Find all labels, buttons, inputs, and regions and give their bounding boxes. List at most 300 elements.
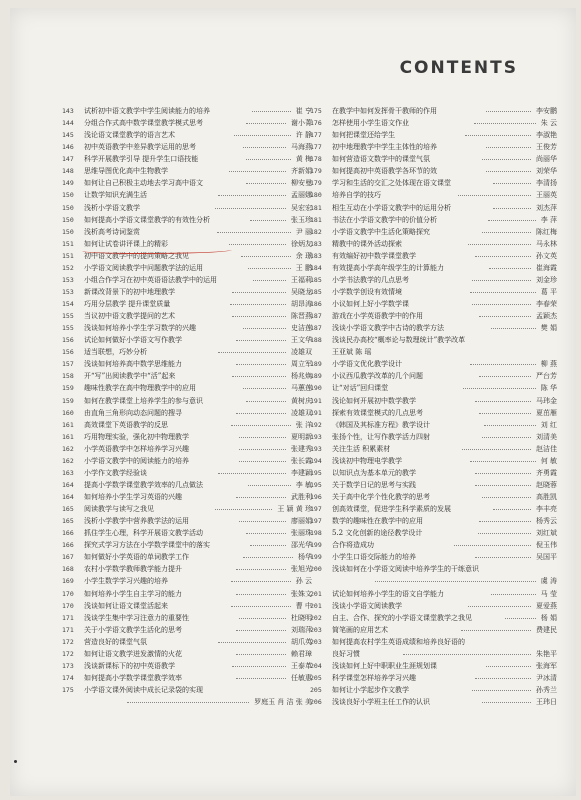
toc-article-title: 浅论语文课堂教学的语言艺术 (84, 131, 175, 140)
toc-leader-dots (470, 363, 535, 365)
toc-article-title: 让数学知识充满生活 (84, 191, 147, 200)
toc-author: 费建民 (536, 625, 557, 634)
toc-page-number: 200 (310, 565, 322, 574)
toc-entry (310, 214, 557, 226)
toc-article-title: 浅谈如何在小学语文阅读中培养学生的干练意识 (332, 565, 479, 574)
toc-entry (62, 370, 312, 382)
toc-entry (310, 250, 557, 262)
toc-leader-dots (486, 170, 532, 172)
toc-entry (310, 467, 557, 479)
toc-author: 李 萍 (540, 215, 557, 224)
toc-leader-dots (493, 182, 532, 184)
toc-author: 王泰革 (291, 661, 312, 670)
toc-author: 吴国平 (536, 553, 557, 562)
toc-entry (310, 419, 557, 431)
toc-leader-dots (488, 219, 536, 221)
toc-page-number: 162 (62, 444, 74, 453)
toc-author: 朱 云 (540, 119, 557, 128)
toc-leader-dots (243, 327, 287, 329)
toc-entry (62, 443, 312, 455)
toc-author: 葛 平 (540, 287, 557, 296)
toc-article-title: 关于数学日记的思考与实践 (332, 480, 416, 489)
toc-page-number: 155 (62, 324, 74, 333)
toc-article-title: 如何做好小学英语的单词教学工作 (84, 553, 189, 562)
toc-author: 孟颖杰 (536, 312, 557, 321)
toc-page-number: 172 (62, 637, 74, 646)
toc-article-title: 科学开展教学引导 提升学生口语技能 (84, 155, 199, 164)
toc-entry (62, 431, 312, 443)
toc-article-title: 《韩国及其标准方程》教学设计 (332, 420, 430, 429)
toc-page-number: 145 (62, 131, 74, 140)
toc-leader-dots (472, 689, 532, 691)
toc-author: 凌雄双 (291, 408, 312, 417)
toc-page-number: 177 (310, 131, 322, 140)
toc-author: 廖丽娟 (291, 517, 312, 526)
toc-author: 夏明新 (291, 432, 312, 441)
toc-entry (310, 382, 557, 394)
toc-leader-dots (252, 110, 291, 112)
toc-article-title: 小学语文课外阅读中成长记录袋的实现 (84, 686, 203, 694)
toc-page-number: 171 (62, 625, 74, 634)
toc-entry (62, 153, 312, 165)
toc-author: 马 莹 (540, 589, 557, 598)
toc-article-title: 如何培养小学生自主学习的能力 (84, 589, 182, 598)
toc-page-number: 165 (62, 517, 74, 526)
toc-author: 周立军 (291, 360, 312, 369)
toc-entry (62, 563, 312, 575)
toc-leader-dots (250, 544, 287, 546)
toc-page-number: 155 (62, 312, 74, 321)
toc-page-number: 187 (310, 312, 322, 321)
toc-article-title: 关于高中化学个性化教学的思考 (332, 493, 430, 501)
toc-leader-dots (454, 544, 531, 546)
toc-article-title: 数学的趣味性在教学中的应用 (332, 517, 423, 526)
toc-entry (310, 491, 557, 503)
toc-leader-dots (472, 303, 532, 305)
toc-page-number: 185 (310, 275, 322, 284)
toc-page-number: 179 (310, 179, 322, 188)
toc-page-number: 205 (310, 673, 322, 682)
toc-page-number: 164 (62, 480, 74, 489)
toc-page-number: 166 (62, 541, 74, 550)
toc-page-number: 150 (62, 203, 74, 212)
toc-article-title: 巧用物理实验，强化初中物理教学 (84, 432, 189, 441)
toc-leader-dots (236, 363, 287, 365)
toc-author: 王玮日 (536, 698, 557, 707)
toc-entry (310, 539, 557, 551)
toc-entry (62, 503, 312, 515)
toc-entry (62, 117, 312, 129)
toc-entry (62, 202, 312, 214)
toc-page-number: 193 (310, 432, 322, 441)
toc-leader-dots (232, 375, 286, 377)
toc-entry (62, 262, 312, 274)
toc-article-title: 趣味性教学在高中物理教学中的应用 (84, 384, 196, 393)
toc-page-number: 164 (62, 493, 74, 501)
toc-entry (62, 660, 312, 672)
toc-article-title: 如何在教学课堂上培养学生的参与意识 (84, 396, 203, 405)
toc-article-title: 张扬个性，让写作教学活力四射 (332, 432, 430, 441)
toc-page-number: 144 (62, 119, 74, 128)
toc-leader-dots (231, 424, 291, 426)
toc-article-title: 如何提高初中英语教学各环节的效 (332, 167, 437, 176)
toc-page-number: 153 (62, 287, 74, 296)
toc-page-number: 181 (310, 203, 322, 212)
toc-entry (62, 214, 312, 226)
toc-article-title: 怎样使用小学生语文作业 (332, 119, 409, 128)
toc-article-title: 新课改背景下的初中地理教学 (84, 287, 175, 296)
toc-entry (310, 153, 557, 165)
toc-author: 何 敏 (540, 456, 557, 465)
toc-leader-dots (482, 231, 531, 233)
toc-page-number: 183 (310, 251, 322, 260)
toc-entry (62, 648, 312, 660)
toc-entry (62, 491, 312, 503)
toc-article-title: 良好习惯 (332, 649, 360, 658)
toc-entry (310, 636, 557, 648)
toc-article-title: 小学数学创设有效情境 (332, 287, 402, 296)
toc-entry (62, 395, 312, 407)
toc-entry (310, 141, 557, 153)
toc-article-title: 小组合作学习在初中英语语法教学中的运用 (84, 275, 217, 284)
toc-author: 王文华 (291, 336, 312, 345)
toc-leader-dots (246, 532, 286, 534)
toc-leader-dots (229, 243, 287, 245)
toc-leader-dots (250, 219, 287, 221)
toc-leader-dots (243, 387, 287, 389)
toc-page-number: 150 (62, 191, 74, 200)
toc-author: 李清扬 (536, 179, 557, 188)
toc-page-number: 181 (310, 215, 322, 224)
toc-entry (62, 358, 312, 370)
toc-page-number: 175 (62, 686, 74, 694)
toc-entry (62, 407, 312, 419)
toc-entry (62, 612, 312, 624)
toc-entry (310, 479, 557, 491)
toc-entry (310, 407, 557, 419)
toc-author: 倪玉伟 (536, 541, 557, 550)
toc-article-title: 如何提高农村学生英语成绩和培养良好语的 (332, 637, 465, 646)
toc-leader-dots (232, 291, 286, 293)
toc-article-title: 游戏在小学英语教学中的作用 (332, 312, 423, 321)
toc-author: 刘瑞萍 (291, 625, 312, 634)
toc-author: 曹 中 (295, 601, 312, 610)
toc-article-title: 科学课堂怎样培养学习兴趣 (332, 673, 416, 682)
toc-leader-dots (232, 315, 286, 317)
toc-article-title: 浅论如何开展初中数学教学 (332, 396, 416, 405)
toc-author: 李安鹏 (536, 107, 557, 115)
toc-page-number: 151 (62, 239, 74, 248)
toc-author: 任敏惠 (291, 673, 312, 682)
toc-entry (62, 129, 312, 141)
toc-page-number: 189 (310, 372, 322, 381)
toc-page-number: 158 (62, 372, 74, 381)
toc-article-title: 浅谈初中物理电学教学 (332, 456, 402, 465)
toc-author: 谢小菁 (291, 119, 312, 128)
toc-leader-dots (493, 207, 532, 209)
toc-leader-dots (470, 460, 535, 462)
toc-page-number: 162 (62, 456, 74, 465)
toc-leader-dots (232, 665, 286, 667)
toc-page-number: 185 (310, 287, 322, 296)
toc-author: 陈晋燕 (291, 312, 312, 321)
toc-author: 吴宏宏 (291, 203, 312, 212)
toc-entry (62, 189, 312, 201)
toc-author: 张 洋 (295, 420, 312, 429)
toc-author: 朱艳平 (536, 649, 557, 658)
toc-article-title: 浅谈小学语文教学中古诗的教学方法 (332, 324, 444, 333)
toc-article-title: 试论如何做好小学语文写作教学 (84, 336, 182, 345)
toc-page-number: 187 (310, 324, 322, 333)
toc-leader-dots (243, 556, 294, 558)
toc-leader-dots (484, 424, 535, 426)
toc-author: 柳 燕 (540, 360, 557, 369)
toc-page-number: 201 (310, 601, 322, 610)
toc-author: 刘 红 (540, 420, 557, 429)
toc-entry (310, 274, 557, 286)
toc-author: 杨华 (298, 553, 312, 562)
toc-entry (310, 443, 557, 455)
toc-entry (310, 189, 557, 201)
toc-author: 张建秀 (291, 444, 312, 453)
toc-article-title: 小学生数学学习兴趣的培养 (84, 577, 168, 586)
toc-page-number: 197 (310, 505, 322, 514)
toc-page-number: 179 (310, 167, 322, 176)
toc-leader-dots (462, 448, 531, 450)
toc-entry (310, 515, 557, 527)
toc-leader-dots (218, 472, 286, 474)
toc-author: 严台芳 (536, 372, 557, 381)
toc-leader-dots (239, 448, 286, 450)
toc-leader-dots (458, 194, 532, 196)
toc-page-number: 188 (310, 336, 322, 345)
page-dot (14, 760, 17, 763)
toc-entry (310, 684, 557, 696)
toc-author: 罗庭玉 肖 洁 张 美 (254, 698, 312, 707)
toc-author: 张丽珠 (291, 529, 312, 538)
toc-author: 尹 丽 (295, 227, 312, 236)
toc-article-title: 浅谈如何上好中职职业生涯规划课 (332, 661, 437, 670)
toc-article-title: 培养自学的技巧 (332, 191, 381, 200)
toc-article-title: 如何营造语文数学中的课堂气氛 (332, 155, 430, 164)
toc-author: 崔 亨 (295, 107, 312, 115)
toc-article-title: 合作将造成功 (332, 541, 374, 550)
toc-article-title: 抓住学生心理，科学开展语文教学活动 (84, 529, 203, 538)
toc-author: 杜晓明 (291, 613, 312, 622)
toc-page-number: 197 (310, 517, 322, 526)
toc-article-title: 浅谈学生集中学习注意力的重要性 (84, 613, 189, 622)
toc-article-title: 书法在小学语文教学中的价值分析 (332, 215, 437, 224)
toc-leader-dots (486, 146, 532, 148)
toc-article-title: 初中地理教学中学生主体性的培养 (332, 143, 437, 152)
toc-leader-dots (493, 508, 532, 510)
toc-article-title: 高效课堂下英语教学的反思 (84, 420, 168, 429)
toc-article-title: 思维导图优化高中生物教学 (84, 167, 168, 176)
toc-right-column (310, 105, 557, 708)
toc-author: 刘金珍 (536, 275, 557, 284)
toc-leader-dots (475, 484, 531, 486)
toc-entry (310, 612, 557, 624)
toc-entry (310, 672, 557, 684)
toc-article-title: 巧用分层教学 提升课堂质量 (84, 300, 171, 308)
toc-leader-dots (239, 617, 286, 619)
toc-leader-dots (375, 580, 536, 582)
toc-entry (310, 575, 557, 587)
toc-author: 马玮金 (536, 396, 557, 405)
toc-entry (310, 527, 557, 539)
toc-article-title: 相生互动在小学语文教学中的运用分析 (332, 203, 451, 212)
toc-page-number: 165 (62, 505, 74, 514)
toc-leader-dots (475, 255, 531, 257)
toc-article-title: 小学生口语交际能力的培养 (332, 553, 416, 562)
toc-leader-dots (482, 158, 531, 160)
toc-article-title: 如何让试卷讲评课上的精彩 (84, 239, 168, 248)
toc-entry (62, 600, 312, 612)
toc-author: 凌雄双 (291, 348, 312, 357)
toc-leader-dots (479, 412, 532, 414)
toc-entry (310, 563, 557, 575)
toc-article-title: 试论如何培养小学生的语文自学能力 (332, 589, 444, 598)
toc-page-number: 195 (310, 480, 322, 489)
toc-author: 孙秀兰 (536, 686, 557, 694)
toc-entry (310, 370, 557, 382)
toc-entry (62, 274, 312, 286)
toc-leader-dots (479, 520, 532, 522)
toc-author: 尚丽华 (536, 155, 557, 164)
toc-author: 李淑艳 (536, 131, 557, 140)
toc-author: 陈 华 (540, 384, 557, 393)
toc-left-column (62, 105, 312, 708)
toc-article-title: 浅谈新课标下的初中英语教学 (84, 661, 175, 670)
toc-page-number: 174 (62, 673, 74, 682)
toc-leader-dots (470, 291, 535, 293)
toc-article-title: 关于小学语文教学生活化的思考 (84, 625, 182, 634)
toc-leader-dots (218, 351, 286, 353)
toc-author: 杨秀云 (536, 517, 557, 526)
toc-page-number: 154 (62, 300, 74, 308)
toc-author: 许 静 (295, 131, 312, 140)
toc-entry (310, 177, 557, 189)
toc-page-number: 192 (310, 420, 322, 429)
toc-entry (62, 346, 312, 358)
toc-entry (62, 624, 312, 636)
toc-author: 陈红梅 (536, 227, 557, 236)
toc-article-title: 精教中的课外活动探索 (332, 239, 402, 248)
toc-page-number: 159 (62, 384, 74, 393)
toc-author: 李 敏 (295, 480, 312, 489)
toc-page-number: 152 (62, 263, 74, 272)
toc-entry (62, 539, 312, 551)
toc-author: 王福莉 (291, 275, 312, 284)
toc-article-title: 5.2 文化创新的途径教学设计 (332, 529, 423, 538)
toc-leader-dots (475, 677, 531, 679)
toc-author: 夏茁雁 (536, 408, 557, 417)
toc-leader-dots (127, 701, 249, 703)
toc-page-number: 193 (310, 444, 322, 453)
toc-page-number: 178 (310, 155, 322, 164)
toc-article-title: 当议初中语文教学提问的艺术 (84, 312, 175, 321)
toc-page-number: 202 (310, 613, 322, 622)
toc-leader-dots (236, 496, 287, 498)
toc-page-number: 156 (62, 348, 74, 357)
toc-entry (310, 202, 557, 214)
toc-leader-dots (482, 436, 531, 438)
toc-leader-dots (229, 170, 287, 172)
toc-page-number: 203 (310, 625, 322, 634)
toc-article-title: 由直角三角形向动态问题的搜寻 (84, 408, 182, 417)
toc-entry (62, 696, 312, 708)
toc-page-number: 170 (62, 601, 74, 610)
toc-page-number: 149 (62, 179, 74, 188)
toc-leader-dots (239, 436, 286, 438)
toc-author: 王 鹏 (295, 263, 312, 272)
toc-leader-dots (472, 279, 532, 281)
toc-entry (62, 226, 312, 238)
toc-page-number: 204 (310, 661, 322, 670)
toc-leader-dots (236, 677, 287, 679)
toc-page-number: 191 (310, 408, 322, 417)
toc-page-number: 176 (310, 119, 322, 128)
toc-article-title: 浅析小学语文教学 (84, 203, 140, 212)
toc-leader-dots (475, 400, 531, 402)
toc-author: 马蕙莲 (291, 384, 312, 393)
toc-author: 孟丽娜 (291, 191, 312, 200)
toc-article-title: 简笔画的应用艺术 (332, 625, 388, 634)
toc-leader-dots (231, 605, 291, 607)
toc-article-title: 开“写”出阅读教学中“活”起来 (84, 372, 176, 381)
toc-page-number: 203 (310, 637, 322, 646)
toc-article-title: 浅谈如何让语文课堂活起来 (84, 601, 168, 610)
toc-leader-dots (403, 653, 531, 655)
toc-author: 齐新娟 (291, 167, 312, 176)
toc-entry (310, 696, 557, 708)
toc-page-number: 147 (62, 155, 74, 164)
toc-page-number: 166 (62, 529, 74, 538)
toc-leader-dots (241, 255, 290, 257)
toc-entry (310, 648, 557, 660)
toc-article-title: 如何把课堂还给学生 (332, 131, 395, 140)
toc-article-title: 如何培养小学生学习英语的兴趣 (84, 493, 182, 501)
toc-page-number: 150 (62, 227, 74, 236)
toc-page-number: 206 (310, 698, 322, 707)
toc-leader-dots (236, 412, 287, 414)
toc-page-number: 180 (310, 191, 322, 200)
toc-article-title: 小学英语教学中怎样培养学习兴趣 (84, 444, 189, 453)
toc-leader-dots (215, 508, 273, 510)
toc-author: 樊 娟 (540, 324, 557, 333)
toc-entry (310, 262, 557, 274)
toc-leader-dots (478, 532, 531, 534)
toc-author: 刘荣华 (536, 167, 557, 176)
toc-page-number: 175 (310, 107, 322, 115)
toc-article-title: 小议西瓜教学改革的几个问题 (332, 372, 423, 381)
toc-article-title: 浅析高考诗词鉴赏 (84, 227, 140, 236)
toc-author: 孙文英 (536, 251, 557, 260)
toc-leader-dots (468, 243, 531, 245)
toc-page-number: 183 (310, 239, 322, 248)
toc-leader-dots (505, 617, 535, 619)
toc-entry (310, 358, 557, 370)
toc-page-number: 177 (310, 143, 322, 152)
toc-page-number: 167 (62, 553, 74, 562)
toc-entry (62, 165, 312, 177)
toc-entry (310, 129, 557, 141)
toc-leader-dots (479, 375, 532, 377)
toc-article-title: 适当联想，巧妙分析 (84, 348, 147, 357)
toc-page-number: 161 (62, 432, 74, 441)
toc-author: 张姝文 (291, 589, 312, 598)
toc-article-title: 小议如何上好小学数学课 (332, 300, 409, 308)
